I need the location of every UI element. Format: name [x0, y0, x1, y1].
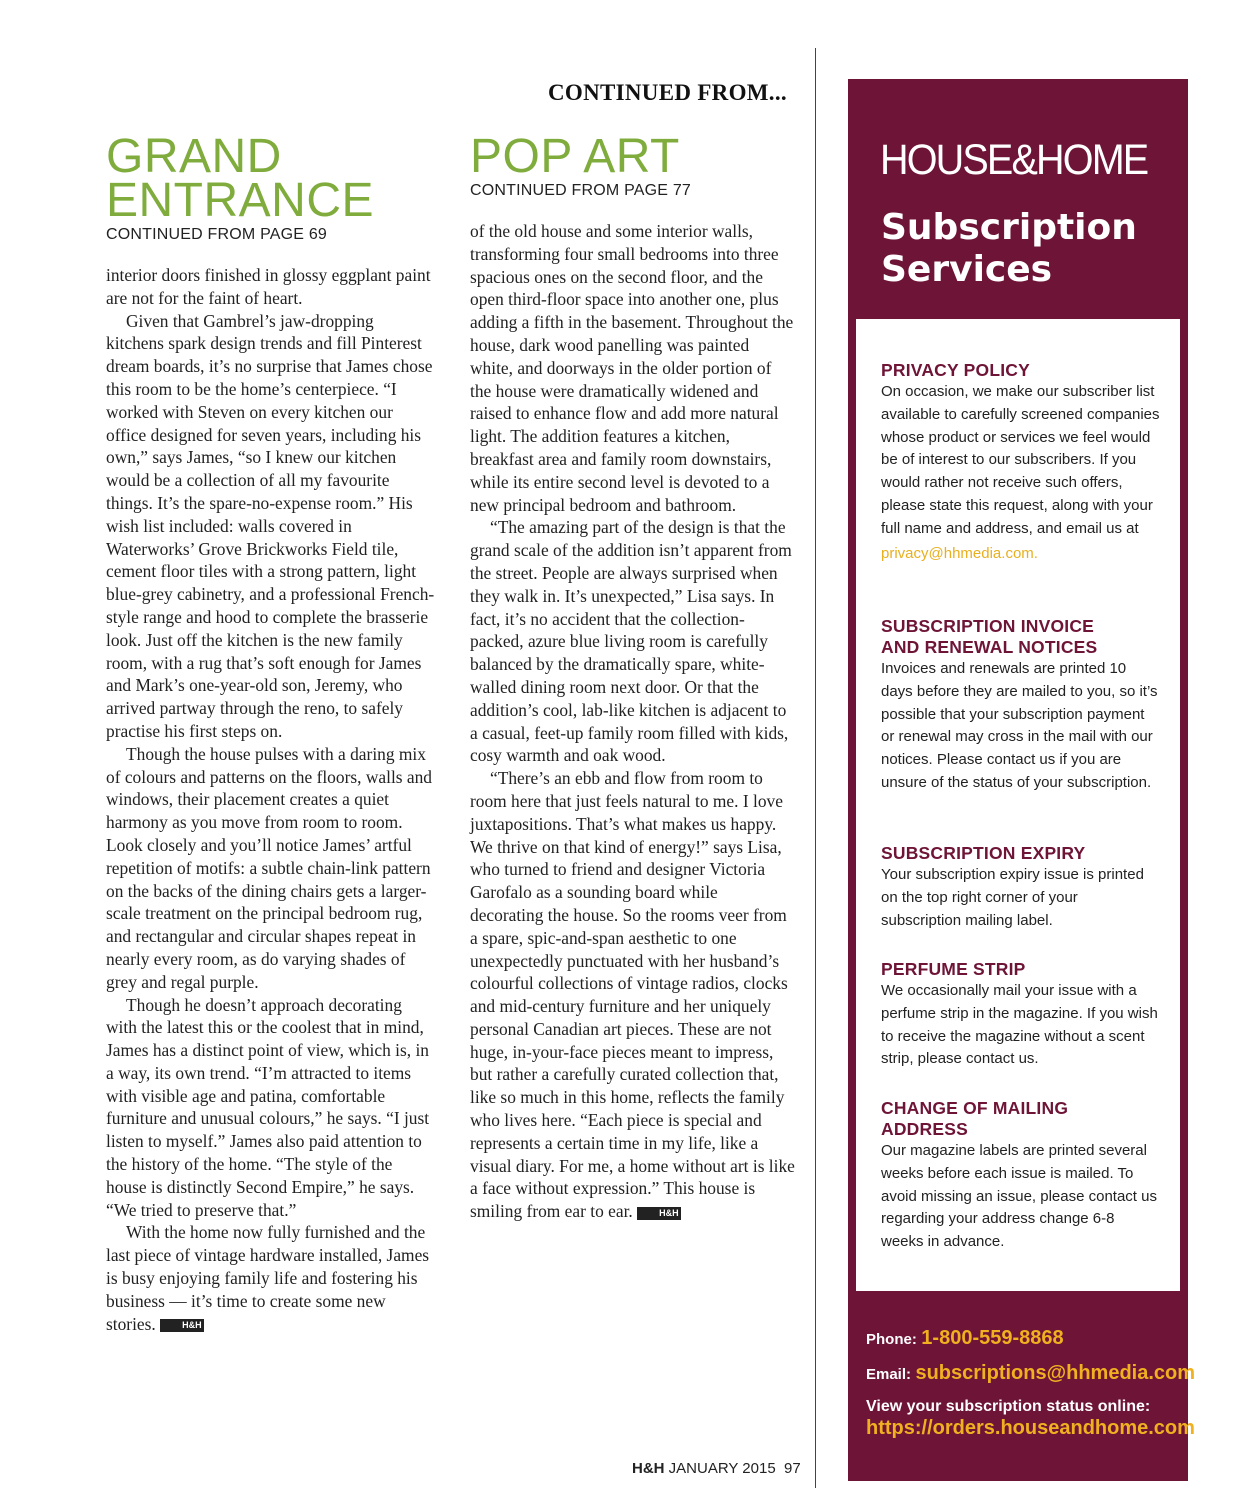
continued-from-header: CONTINUED FROM...	[548, 80, 787, 105]
paragraph: Given that Gambrel’s jaw-dropping kitchens spark design trends and fill Pinterest dream boards, it’s no surprise that James chose this room to be the home’s centerpiece. “I worked with Steven on every kitchen our office designed for seven years, including his own,” says James, “so I knew our kitchen would be a collection of all my favourite things. It’s the spare-no-expense room.” His wish list included: walls covered in Waterworks’ Grove Brickworks Field tile, cement floor tiles with a strong pattern, light blue-grey cabinetry, and a professional French-style range and hood to complete the brasserie look. Just off the kitchen is the new family room, with a rug that’s soft enough for James and Mark’s one-year-old son, Jeremy, who arrived partway through the reno, to safely practise his first steps on.	[106, 310, 435, 741]
phone-label: Phone:	[866, 1331, 917, 1348]
section-perfume-strip	[881, 959, 1161, 1071]
paragraph-text: “There’s an ebb and flow from room to room here that just feels natural to me. I love juxtapositions. That’s what makes us happy. We thrive on that kind of energy!” says Lisa, who turned to friend and designer Victoria Garofalo as a sounding board while decorating the house. So the rooms veer from a spare, spic-and-span aesthetic to one unexpectedly punctuated with her husband’s colourful collections of vintage radios, clocks and mid-century furniture and her uniquely personal Canadian art pieces. These are not huge, in-your-face pieces meant to impress, but rather a carefully curated collection that, like so much in this home, reflects the family who lives here. “Each piece is special and represents a certain time in my life, like a visual diary. For me, a home without art is like a face without expression.” This house is smiling from ear to ear.	[470, 768, 795, 1222]
panel-title-line2: Services	[881, 249, 1053, 290]
section-heading: CHANGE OF MAILING ADDRESS	[881, 1098, 1069, 1139]
left-article-title-line2: ENTRANCE	[106, 174, 375, 227]
section-text: On occasion, we make our subscriber list available to carefully screened companies whose product or services we feel would be of interest to our subscribers. If you would rather not receive such offers, please state this request, along with your full name and address, and email us at	[881, 383, 1160, 537]
right-article-title: POP ART	[470, 130, 680, 183]
right-article-subtitle: CONTINUED FROM PAGE 77	[470, 182, 692, 199]
section-text: Your subscription expiry issue is printed on the top right corner of your subscription mailing label.	[881, 866, 1144, 929]
footer-brand: H&H	[632, 1460, 665, 1477]
privacy-email-link[interactable]: privacy@hhmedia.com.	[881, 544, 1038, 562]
end-mark: H&H	[160, 1319, 204, 1332]
section-heading: PRIVACY POLICY	[881, 360, 1030, 380]
left-article-title	[106, 130, 441, 227]
email-label: Email:	[866, 1366, 912, 1383]
left-article-title-line1: GRAND	[106, 130, 282, 183]
section-heading: SUBSCRIPTION EXPIRY	[881, 843, 1086, 863]
panel-title-line1: Subscription	[881, 207, 1137, 248]
paragraph	[106, 1221, 436, 1335]
left-article-subtitle: CONTINUED FROM PAGE 69	[106, 226, 328, 243]
paragraph: of the old house and some interior walls, transforming four small bedrooms into three spacious ones on the second floor, and the open third-floor space into another one, plus adding a fifth in the basement. Throughout the house, dark wood panelling was painted white, and doorways in the older portion of the house were dramatically widened and raised to enhance flow and add more natural light. The addition features a kitchen, breakfast area and family room downstairs, while its entire second level is devoted to a new principal bedroom and bathroom.	[470, 221, 794, 515]
section-heading: PERFUME STRIP	[881, 959, 1026, 979]
section-heading: SUBSCRIPTION INVOICE AND RENEWAL NOTICES	[881, 616, 1098, 657]
footer-issue: JANUARY 2015	[668, 1460, 776, 1477]
section-text: Invoices and renewals are printed 10 days before they are mailed to you, so it’s possible that your subscription payment or renewal may cross in the mail with our notices. Please contact us if you are unsure of the status of your subscription.	[881, 660, 1158, 791]
paragraph: “The amazing part of the design is that the grand scale of the addition isn’t apparent from the street. People are always surprised when they walk in. It’s unexpected,” Lisa says. In fact, it’s no accident that the collection-packed, azure blue living room is carefully balanced by the dramatically spare, white-walled dining room next door. Or that the addition’s cool, lab-like kitchen is adjacent to a casual, feet-up family room filled with kids, cosy warmth and oak wood.	[470, 517, 792, 766]
online-label: View your subscription status online:	[866, 1398, 1151, 1415]
page-number: 97	[784, 1460, 801, 1477]
phone-row	[866, 1327, 1064, 1350]
section-privacy-policy	[881, 360, 1161, 565]
column-divider	[815, 48, 816, 1488]
left-article	[106, 130, 441, 1335]
phone-number[interactable]: 1-800-559-8868	[921, 1327, 1064, 1349]
section-invoice-renewal	[881, 616, 1158, 795]
paragraph	[470, 767, 795, 1223]
end-mark: H&H	[637, 1207, 681, 1220]
paragraph-text: With the home now fully furnished and the last piece of vintage hardware installed, James is busy enjoying family life and fostering his business — it’s time to create some new stories.	[106, 1222, 430, 1334]
right-article	[470, 130, 800, 1223]
section-expiry	[881, 843, 1161, 932]
page-footer	[632, 1460, 801, 1477]
right-article-body	[470, 220, 795, 1223]
panel-title	[881, 207, 1137, 291]
paragraph: interior doors finished in glossy eggplant paint are not for the faint of heart.	[106, 265, 431, 308]
paragraph: Though the house pulses with a daring mix of colours and patterns on the floors, walls and windows, their placement creates a quiet harmony as you move from room to room. Look closely and you’ll notice James’ artful repetition of motifs: a subtle chain-link pattern on the backs of the dining chairs gets a larger-scale treatment on the principal bedroom rug, and rectangular and circular shapes repeat in nearly every room, as do varying shades of grey and regal purple.	[106, 743, 432, 992]
brand-logo: HOUSE&HOME	[880, 136, 1148, 184]
section-text: We occasionally mail your issue with a perfume strip in the magazine. If you wish to receive the magazine without a scent strip, please contact us.	[881, 982, 1158, 1068]
section-change-address	[881, 1098, 1157, 1254]
left-article-body	[106, 264, 436, 1335]
online-row	[866, 1398, 1195, 1440]
subscriptions-email-link[interactable]: subscriptions@hhmedia.com	[915, 1362, 1196, 1384]
section-text: Our magazine labels are printed several weeks before each issue is mailed. To avoid missing an issue, please contact us regarding your address change 6-8 weeks in advance.	[881, 1142, 1157, 1251]
email-row	[866, 1362, 1195, 1385]
online-url-link[interactable]: https://orders.houseandhome.com	[866, 1417, 1195, 1439]
paragraph: Though he doesn’t approach decorating with the latest this or the coolest that in mind, James has a distinct point of view, which is, in a way, its own trend. “I’m attracted to items with visible age and patina, comfortable furniture and unusual colours,” he says. “I just listen to myself.” James also paid attention to the history of the home. “The style of the house is distinctly Second Empire,” he says. “We tried to preserve that.”	[106, 994, 430, 1220]
